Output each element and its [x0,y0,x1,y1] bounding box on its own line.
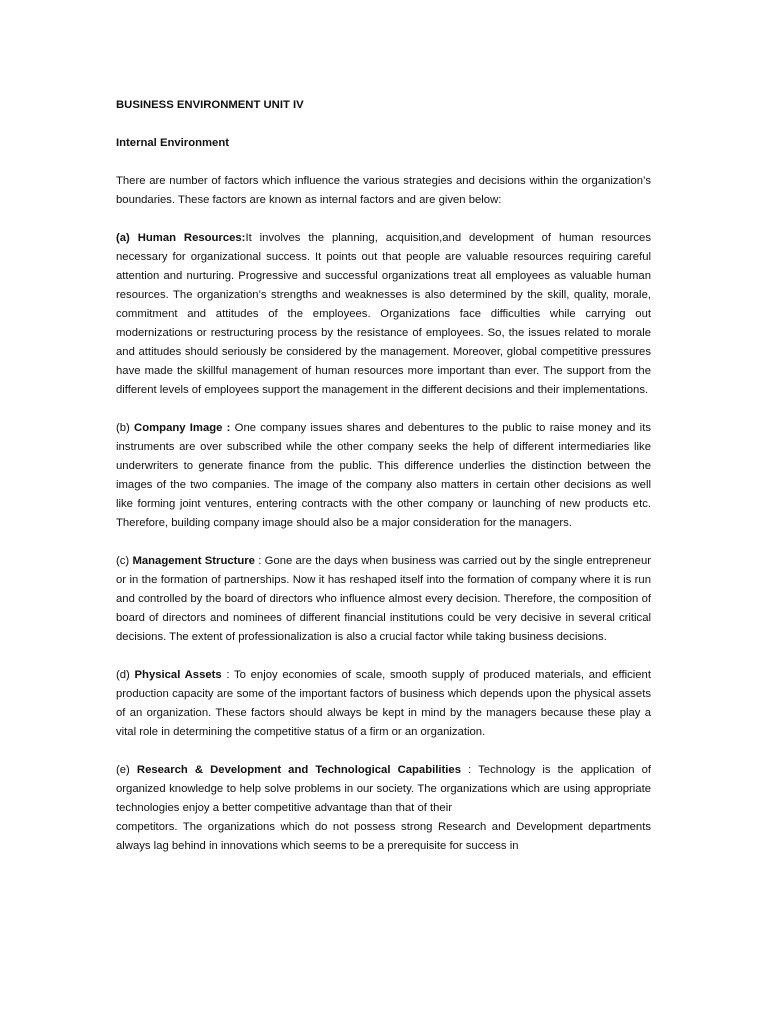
paragraph-company-image [116,419,651,533]
paragraph-text: : Technology is the application of organized knowledge to help solve problems in our society. The organizations which are using appropriate technologies enjoy a better competitive advantage than that of their [116,764,651,814]
paragraph-prefix: (c) [116,555,130,567]
paragraph-research-development [116,761,651,818]
paragraph-text: : To enjoy economies of scale, smooth supply of produced materials, and efficient production capacity are some of the important factors of business which depends upon the physical assets of an organization. These factors should always be kept in mind by the managers because these play a vital role in determining the competitive status of a firm or an organization. [116,669,651,738]
section-heading: Internal Environment [116,137,229,149]
paragraph-human-resources [116,229,651,400]
paragraph-label: Company Image : [129,422,231,434]
paragraph-prefix: (b) [116,422,130,434]
paragraph-text: : Gone are the days when business was carried out by the single entrepreneur or in the formation of partnerships. Now it has reshaped itself into the formation of company where it is run and controlled by the board of directors who influence almost every decision. Therefore, the composition of board of directors and nominees of different financial institutions could be very decisive in several critical decisions. The extent of professionalization is also a crucial factor while taking business decisions. [116,555,652,643]
document-body [116,96,651,856]
paragraph-label: (a) Human Resources: [116,232,246,244]
paragraph-management-structure [116,552,651,647]
paragraph-label: Research & Development and Technological Capabilities [129,764,461,776]
paragraph-label: Management Structure [129,555,255,567]
paragraph-text: It involves the planning, acquisition,and development of human resources necessary for organizational success. It points out that people are valuable resources requiring careful attention and nurturing. Progressive and successful organizations treat all employees as valuable human resources. The organization’s strengths and weaknesses is also determined by the skill, quality, morale, commitment and attitudes of the employees. Organizations face difficulties while carrying out modernizations or restructuring process by the resistance of employees. So, the issues related to morale and attitudes should seriously be considered by the management. Moreover, global competitive pressures have made the skillful management of human resources more important than ever. The support from the different levels of employees support the management in the different decisions and their implementations. [116,232,651,396]
paragraph-physical-assets [116,666,651,742]
paragraph-text: One company issues shares and debentures to the public to raise money and its instruments are over subscribed while the other company seeks the help of different intermediaries like underwriters to generate finance from the public. This difference underlies the distinction between the images of the two companies. The image of the company also matters in certain other decisions as well like forming joint ventures, entering contracts with the other company or launching of new products etc. Therefore, building company image should also be a major consideration for the managers. [116,422,651,529]
paragraph-research-development-continued: competitors. The organizations which do not possess strong Research and Development departments always lag behind in innovations which seems to be a prerequisite for success in [116,821,651,852]
paragraph-label: Physical Assets [129,669,222,681]
paragraph-prefix: (e) [116,764,130,776]
intro-paragraph: There are number of factors which influence the various strategies and decisions within the organization’s boundaries. These factors are known as internal factors and are given below: [116,175,651,206]
document-title: BUSINESS ENVIRONMENT UNIT IV [116,99,304,111]
paragraph-prefix: (d) [116,669,130,681]
